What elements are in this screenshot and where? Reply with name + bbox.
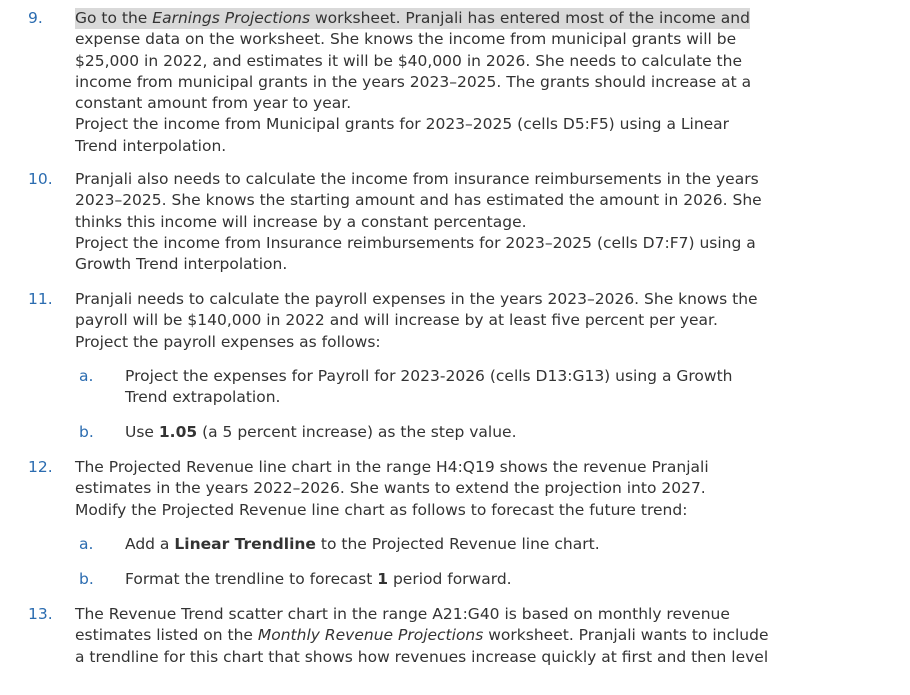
text-run: (a 5 percent increase) as the step value. xyxy=(197,423,517,441)
text-run: Modify the Projected Revenue line chart as follows to forecast the future trend: xyxy=(75,500,688,519)
text-line xyxy=(75,190,865,211)
substep-letter: b. xyxy=(79,570,94,588)
highlighted-text-line xyxy=(75,8,750,29)
step-text xyxy=(75,8,865,157)
text-run: a trendline for this chart that shows how revenues increase quickly at first and then level xyxy=(75,647,769,666)
substep-text xyxy=(125,366,865,409)
text-line xyxy=(75,212,865,233)
text-run: Trend interpolation. xyxy=(75,136,227,155)
text-line xyxy=(75,310,865,331)
text-line xyxy=(125,387,865,408)
step-number: 12. xyxy=(28,458,53,476)
text-run: to the Projected Revenue line chart. xyxy=(315,535,600,553)
text-line xyxy=(75,289,865,310)
step-number: 13. xyxy=(28,605,53,623)
text-line xyxy=(125,366,865,387)
step-number: 10. xyxy=(28,170,53,188)
text-run: Trend extrapolation. xyxy=(125,388,281,407)
substep-letter: a. xyxy=(79,535,94,553)
text-run: period forward. xyxy=(388,570,512,588)
text-line xyxy=(75,51,865,72)
step-text xyxy=(75,457,865,521)
substep-letter: a. xyxy=(79,367,94,385)
italic-text-run: Monthly Revenue Projections xyxy=(257,626,484,645)
italic-text-run: Earnings Projections xyxy=(152,9,311,27)
step-text xyxy=(75,289,865,353)
text-run: Pranjali needs to calculate the payroll expenses in the years 2023–2026. She knows the xyxy=(75,290,758,308)
text-run: Growth Trend interpolation. xyxy=(75,255,288,274)
text-run: constant amount from year to year. xyxy=(75,94,352,113)
text-line xyxy=(75,29,865,50)
text-line xyxy=(75,457,865,478)
text-line xyxy=(75,114,865,135)
step-number: 9. xyxy=(28,9,43,27)
text-line xyxy=(125,534,865,555)
text-line xyxy=(125,422,865,443)
substep-text xyxy=(125,534,865,555)
substep-text xyxy=(125,422,865,443)
text-line xyxy=(75,478,865,499)
text-run: Go to the xyxy=(75,9,153,27)
bold-text-run: 1 xyxy=(377,570,389,588)
text-run: estimates listed on the xyxy=(75,626,258,645)
text-run: $25,000 in 2022, and estimates it will be $40,000 in 2026. She needs to calculate the xyxy=(75,51,742,70)
step-text xyxy=(75,169,865,275)
text-run: Project the expenses for Payroll for 2023-2026 (cells D13:G13) using a Growth xyxy=(125,367,733,385)
text-run: Pranjali also needs to calculate the income from insurance reimbursements in the years xyxy=(75,170,759,188)
text-run: income from municipal grants in the years 2023–2025. The grants should increase at a xyxy=(75,72,752,91)
text-run: expense data on the worksheet. She knows the income from municipal grants will be xyxy=(75,30,737,49)
text-run: The Revenue Trend scatter chart in the range A21:G40 is based on monthly revenue xyxy=(75,605,730,623)
text-run: worksheet. Pranjali has entered most of the income and xyxy=(310,9,750,27)
text-run: Project the income from Insurance reimbursements for 2023–2025 (cells D7:F7) using a xyxy=(75,233,756,252)
text-run: payroll will be $140,000 in 2022 and will increase by at least five percent per year. xyxy=(75,311,718,330)
text-line xyxy=(75,169,865,190)
text-run: worksheet. Pranjali wants to include xyxy=(483,626,769,645)
bold-text-run: 1.05 xyxy=(158,423,198,441)
text-line xyxy=(75,72,865,93)
text-run: 2023–2025. She knows the starting amount and has estimated the amount in 2026. She xyxy=(75,191,762,210)
step-number: 11. xyxy=(28,290,53,308)
text-line xyxy=(75,604,865,625)
text-run: Format the trendline to forecast xyxy=(125,570,378,588)
substep-letter: b. xyxy=(79,423,94,441)
text-line xyxy=(75,254,865,275)
text-run: Use xyxy=(125,423,159,441)
text-line xyxy=(125,569,865,590)
text-line xyxy=(75,233,865,254)
text-line xyxy=(75,136,865,157)
step-text xyxy=(75,604,865,668)
substep-text xyxy=(125,569,865,590)
text-line xyxy=(75,332,865,353)
text-line xyxy=(75,647,865,668)
text-run: The Projected Revenue line chart in the range H4:Q19 shows the revenue Pranjali xyxy=(75,458,709,476)
text-run: Project the payroll expenses as follows: xyxy=(75,332,381,351)
bold-text-run: Linear Trendline xyxy=(174,535,316,553)
text-run: Add a xyxy=(125,535,175,553)
text-run: Project the income from Municipal grants for 2023–2025 (cells D5:F5) using a Linear xyxy=(75,115,730,134)
text-run: estimates in the years 2022–2026. She wants to extend the projection into 2027. xyxy=(75,479,706,498)
text-run: thinks this income will increase by a constant percentage. xyxy=(75,212,527,231)
text-line xyxy=(75,500,865,521)
text-line xyxy=(75,93,865,114)
text-line xyxy=(75,625,865,646)
